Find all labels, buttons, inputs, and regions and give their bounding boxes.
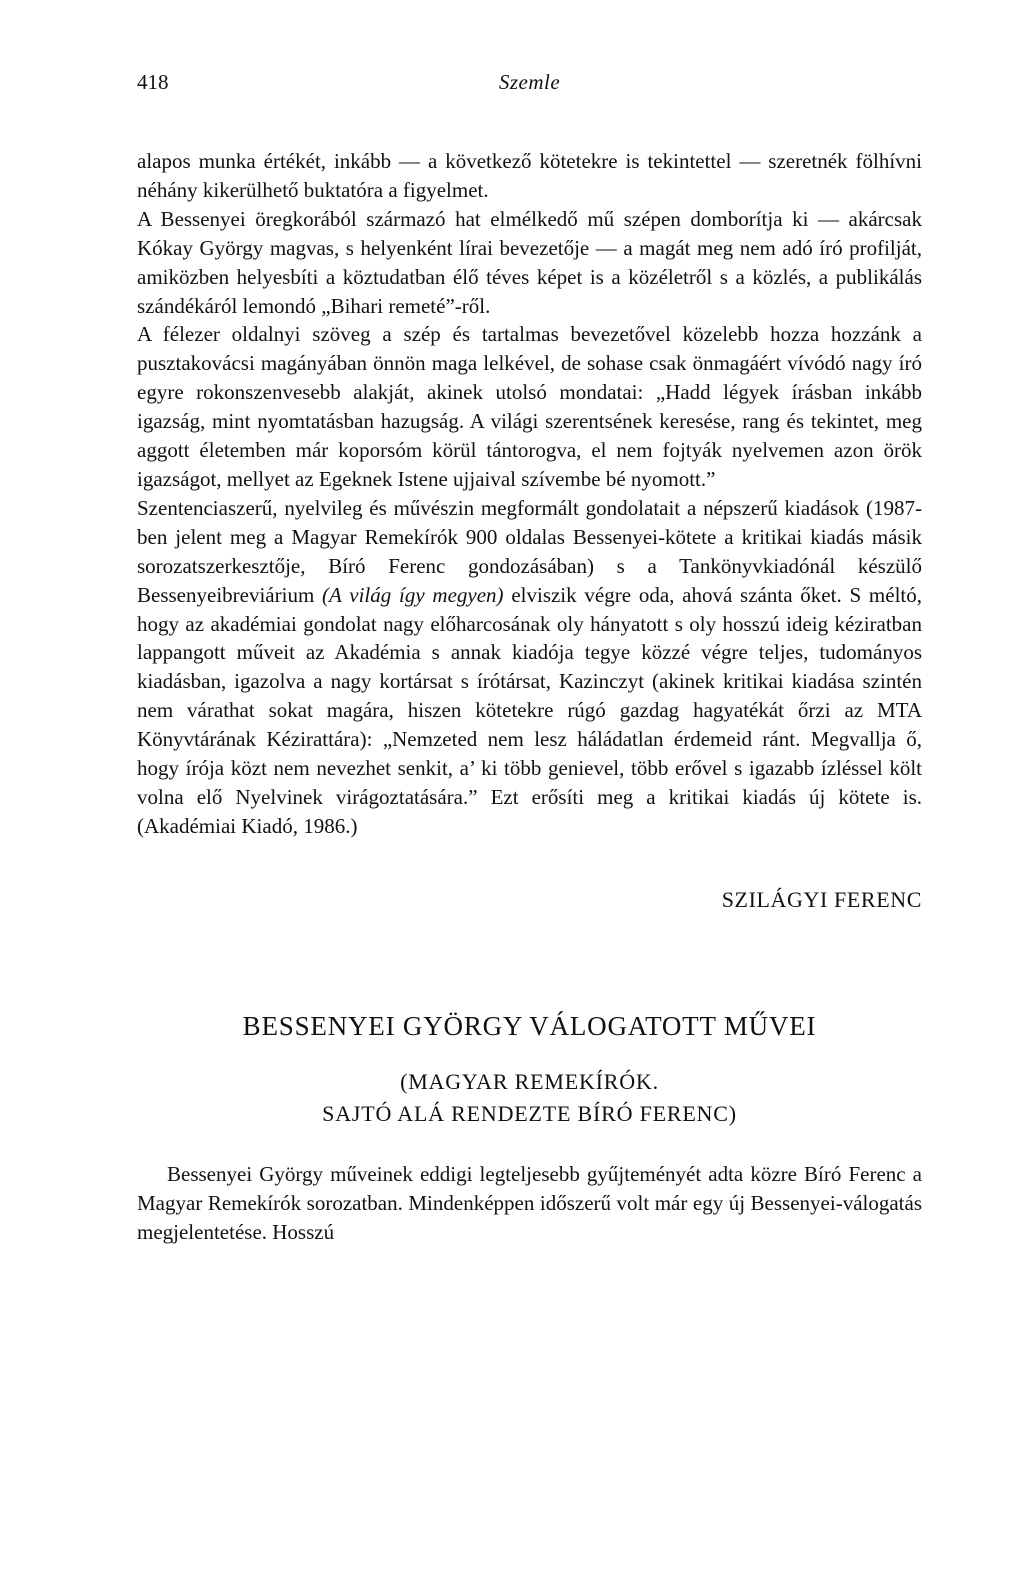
review-subtitle-line-1: (MAGYAR REMEKÍRÓK. (400, 1068, 659, 1094)
page (137, 70, 922, 1247)
article-paragraph-3: A félezer oldalnyi szöveg a szép és tartalmas bevezetővel közelebb hozza hozzánk a pusztakovácsi magányában önnön maga lelkével, de sohase csak önmagáért vívódó nagy író egyre rokonszenvesebb alakját, akinek utolsó mondatai: „Hadd légyek írásban inkább igazság, mint nyomtatásban hazugság. A világi szerentsének keresése, rang és tekintet, meg aggott életemben már koporsóm körül tántorogva, el nem fojtyák nyelvemen azon örök igazságot, mellyet az Egeknek Istene ujjaival szívembe bé nyomott.” (137, 322, 922, 491)
article-paragraph-4-text-b: elviszik végre oda, ahová szánta őket. S méltó, hogy az akadémiai gondolat nagy előharcosának oly hányatott s oly hosszú ideig kéziratban lappangott műveit az Akadémia s annak kiadója tegye közzé végre teljes, tudományos kiadásban, igazolva a nagy kortársat s írótársat, Kazinczyt (akinek kritikai kiadása szintén nem várathat sokat magára, hiszen kötetekre rúgó gazdag hagyatékát őrzi az MTA Könyvtárának Kézirattára): „Nemzeted nem lesz háládatlan érdemeid ránt. Megvallja ő, hogy írója közt nem nevezhet senkit, a’ ki több genievel, több erővel s igazabb ízléssel költ volna elő Nyelvinek virágoztatására.” Ezt erősíti meg a kritikai kiadás új kötete is. (Akadémiai Kiadó, 1986.) (137, 582, 922, 838)
review-subtitle-line-2: SAJTÓ ALÁ RENDEZTE BÍRÓ FERENC) (322, 1100, 737, 1126)
article-paragraph-1: alapos munka értékét, inkább — a következő kötetekre is tekintettel — szeretnék fölhívni néhány kikerülhető buktatóra a figyelmet. (137, 149, 922, 202)
article-paragraph-4 (137, 494, 922, 841)
article-body (137, 147, 922, 841)
review-body (137, 1160, 922, 1247)
running-title: Szemle (498, 70, 561, 94)
article-paragraph-4-text-a: Szentenciaszerű, nyelvileg és művészin megformált gondolatait a népszerű kiadások (1987-ben jelent meg a Magyar Remekírók 900 oldalas Bessenyei-kötete a kritikai kiadás másik sorozatszerkesztője, Bíró Ferenc gondozásában) s a Tankönyvkiadónál készülő Bessenyeibreviárium (137, 495, 922, 607)
review-title: BESSENYEI GYÖRGY VÁLOGATOTT MŰVEI (242, 1010, 817, 1041)
review-subtitle (137, 1066, 922, 1130)
review-paragraph-1: Bessenyei György műveinek eddigi legteljesebb gyűjteményét adta közre Bíró Ferenc a Magyar Remekírók sorozatban. Mindenképpen időszerű volt már egy új Bessenyei-válogatás megjelentetése. Hosszú (137, 1161, 922, 1244)
author-signature: SZILÁGYI FERENC (721, 886, 922, 912)
running-head (137, 70, 922, 106)
article-paragraph-4-italic-title: (A világ így megyen) (322, 582, 504, 607)
article-paragraph-2: A Bessenyei öregkorából származó hat elmélkedő mű szépen domborítja ki — akárcsak Kókay György magvas, s helyenként lírai bevezetője — a magát meg nem adó író profilját, amiközben helyesbíti a köztudatban élő téves képet is a közéletről s a közlés, a publikálás szándékáról lemondó „Bihari remeté”-ről. (137, 206, 922, 318)
page-number: 418 (137, 70, 169, 94)
